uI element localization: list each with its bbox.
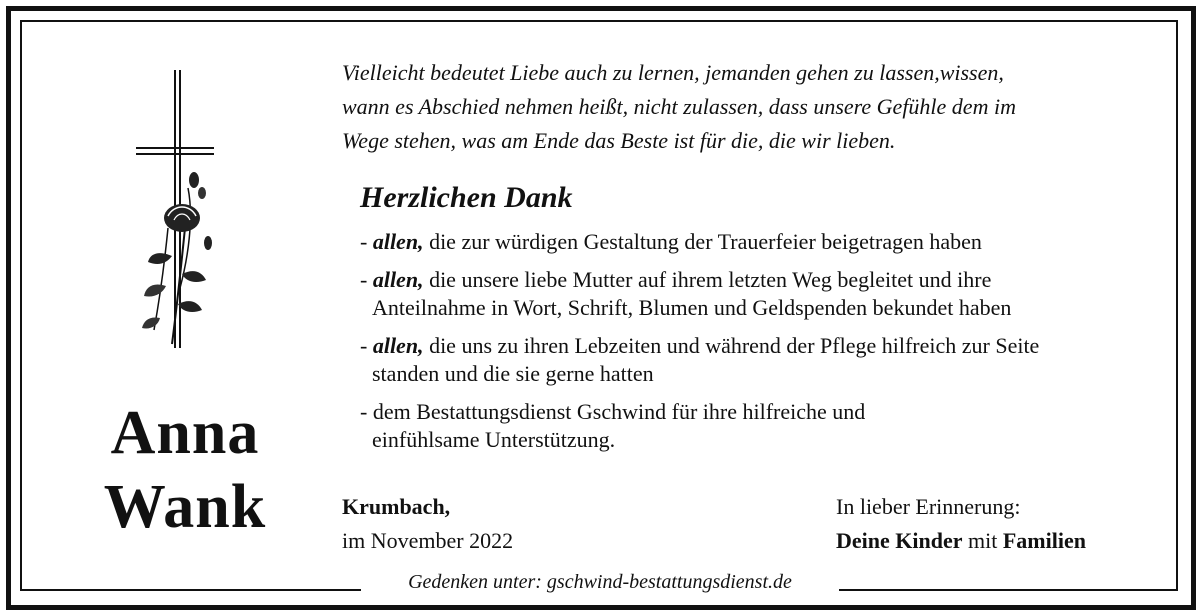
- quote-block: [342, 56, 1162, 158]
- signature: [836, 490, 1086, 558]
- deceased-name: [70, 396, 300, 544]
- quote-line: wann es Abschied nehmen heißt, nicht zulassen, dass unsere Gefühle dem im: [342, 94, 1016, 119]
- thanks-item: [360, 266, 1160, 322]
- item-text: die unsere liebe Mutter auf ihrem letzten Weg begleitet und ihre: [429, 267, 992, 292]
- thanks-heading: Herzlichen Dank: [360, 181, 573, 214]
- item-text: die uns zu ihren Lebzeiten und während der Pflege hilfreich zur Seite: [429, 333, 1040, 358]
- cross-with-rose-icon: [128, 68, 228, 368]
- quote-line: Wege stehen, was am Ende das Beste ist für die, die wir lieben.: [342, 128, 896, 153]
- quote-line: Vielleicht bedeutet Liebe auch zu lernen, jemanden gehen zu lassen,wissen,: [342, 60, 1004, 85]
- thanks-line: Anteilnahme in Wort, Schrift, Blumen und Geldspenden bekundet haben: [372, 295, 1012, 320]
- thanks-list: [360, 228, 1160, 464]
- thanks-line: [360, 266, 1160, 294]
- signature-children: Deine Kinder: [836, 528, 963, 553]
- item-dash: -: [360, 229, 373, 254]
- thanks-line: einfühlsame Unterstützung.: [372, 427, 616, 452]
- footer-text: Gedenken unter: gschwind-bestattungsdienst.de: [408, 571, 792, 593]
- thanks-line: [360, 332, 1160, 360]
- item-text: dem Bestattungsdienst Gschwind für ihre hilfreiche und: [372, 399, 866, 424]
- place-date: [342, 490, 513, 558]
- date: im November 2022: [342, 528, 514, 553]
- signature-intro: In lieber Erinnerung:: [836, 494, 1021, 519]
- thanks-item: [360, 398, 1160, 454]
- last-name: Wank: [103, 473, 267, 541]
- item-dash: -: [360, 399, 373, 424]
- memorial-link[interactable]: [361, 569, 839, 595]
- item-emphasis: allen,: [372, 267, 424, 292]
- item-text: die zur würdigen Gestaltung der Trauerfeier beigetragen haben: [429, 229, 982, 254]
- thanks-line: [360, 398, 1160, 426]
- thanks-item: [360, 332, 1160, 388]
- city: Krumbach,: [342, 494, 451, 519]
- item-emphasis: allen,: [372, 333, 424, 358]
- first-name: Anna: [110, 399, 260, 467]
- thanks-line: [360, 228, 1160, 256]
- signature-names: [836, 524, 1086, 558]
- item-dash: -: [360, 267, 373, 292]
- signature-connector: mit: [962, 528, 1003, 553]
- item-emphasis: allen,: [372, 229, 424, 254]
- signature-families: Familien: [1002, 528, 1086, 553]
- item-dash: -: [360, 333, 373, 358]
- thanks-item: [360, 228, 1160, 256]
- thanks-line: standen und die sie gerne hatten: [372, 361, 654, 386]
